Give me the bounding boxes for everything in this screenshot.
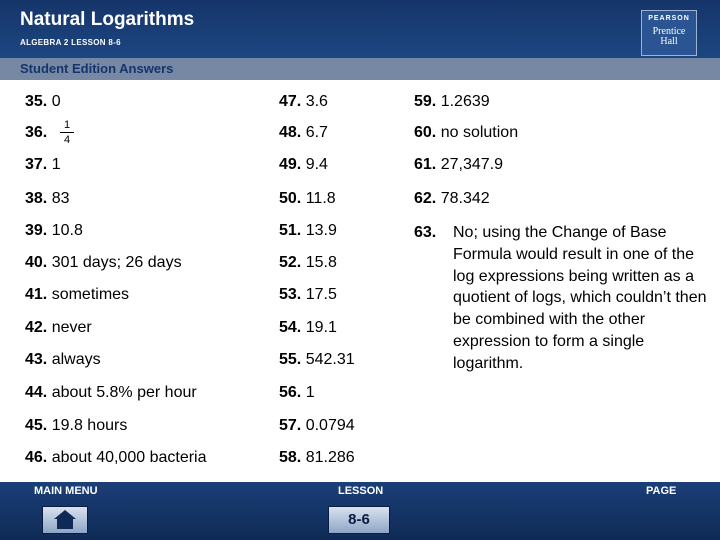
answer-text: about 5.8% per hour xyxy=(51,384,197,401)
answer-number: 38. xyxy=(25,190,48,207)
answer-row xyxy=(279,124,328,142)
header-bar xyxy=(0,0,720,58)
answer-number: 54. xyxy=(279,319,302,336)
answer-number: 35. xyxy=(25,93,48,110)
answer-text: about 40,000 bacteria xyxy=(51,449,207,466)
answer-text: 0.0794 xyxy=(305,417,355,434)
answer-text: 13.9 xyxy=(305,222,337,239)
answer-text: 15.8 xyxy=(305,254,337,271)
answer-row xyxy=(414,93,490,111)
answer-number: 48. xyxy=(279,124,302,141)
answer-text: 3.6 xyxy=(305,93,328,110)
answer-text: 83 xyxy=(51,190,70,207)
answer-row xyxy=(279,254,337,272)
answer-number: 44. xyxy=(25,384,48,401)
answer-row xyxy=(279,384,315,402)
logo-line-hall: Hall xyxy=(660,36,678,47)
answer-text: always xyxy=(51,351,101,368)
main-menu-button[interactable] xyxy=(42,506,88,534)
answer-text: 19.1 xyxy=(305,319,337,336)
answer-row xyxy=(414,190,490,208)
answer-text: 17.5 xyxy=(305,286,337,303)
answer-row xyxy=(279,319,337,337)
answer-row xyxy=(25,286,129,304)
answer-text: 542.31 xyxy=(305,351,355,368)
answer-number: 39. xyxy=(25,222,48,239)
answer-text: 78.342 xyxy=(440,190,490,207)
answer-number: 57. xyxy=(279,417,302,434)
answer-row xyxy=(25,384,197,402)
answer-number: 56. xyxy=(279,384,302,401)
answer-text: 1.2639 xyxy=(440,93,490,110)
lesson-number-button[interactable]: 8-6 xyxy=(328,506,390,534)
answer-number: 41. xyxy=(25,286,48,303)
answer-row xyxy=(279,286,337,304)
answer-row xyxy=(279,190,336,208)
answer-row xyxy=(279,156,328,174)
answer-row xyxy=(414,156,503,174)
answer-number: 42. xyxy=(25,319,48,336)
answer-text: 81.286 xyxy=(305,449,355,466)
fraction xyxy=(60,120,74,146)
answer-number: 60. xyxy=(414,124,437,141)
answer-row xyxy=(279,417,355,435)
answer-number: 51. xyxy=(279,222,302,239)
answer-number: 53. xyxy=(279,286,302,303)
answer-number: 59. xyxy=(414,93,437,110)
answer-number: 62. xyxy=(414,190,437,207)
answer-row xyxy=(25,124,47,142)
section-band xyxy=(0,58,720,80)
answer-text: 1 xyxy=(51,156,61,173)
answer-number: 47. xyxy=(279,93,302,110)
answer-row xyxy=(25,351,101,369)
answer-row xyxy=(25,449,207,467)
answer-text: 27,347.9 xyxy=(440,156,503,173)
fraction-numerator: 1 xyxy=(60,120,74,133)
answer-text: 6.7 xyxy=(305,124,328,141)
answer-row xyxy=(279,351,355,369)
answer-row xyxy=(414,124,518,142)
answer-number: 37. xyxy=(25,156,48,173)
answer-number: 55. xyxy=(279,351,302,368)
answer-text: 0 xyxy=(51,93,61,110)
page-label: PAGE xyxy=(646,485,677,497)
answer-text: no solution xyxy=(440,124,519,141)
main-menu-label: MAIN MENU xyxy=(34,485,98,497)
answer-row xyxy=(25,417,127,435)
home-icon xyxy=(43,507,87,533)
answer-number: 58. xyxy=(279,449,302,466)
answer-text: never xyxy=(51,319,92,336)
logo-brand: PEARSON xyxy=(648,15,690,22)
fraction-denominator: 4 xyxy=(63,134,71,146)
answer-row xyxy=(25,93,61,111)
answer-number: 36. xyxy=(25,124,48,141)
answer-row xyxy=(25,156,61,174)
answer-number: 40. xyxy=(25,254,48,271)
answer-number: 46. xyxy=(25,449,48,466)
answer-number: 43. xyxy=(25,351,48,368)
pearson-logo xyxy=(641,10,697,56)
answer-row xyxy=(25,222,83,240)
lesson-label: LESSON xyxy=(338,485,384,497)
logo-line-prentice: Prentice xyxy=(652,26,686,37)
answer-number: 45. xyxy=(25,417,48,434)
answer-row xyxy=(279,449,355,467)
answer-text: 301 days; 26 days xyxy=(51,254,182,271)
answer-text: No; using the Change of Base Formula would result in one of the log expressions being written as a quotient of logs, which couldn’t then be combined with the other expression to form a single logarithm. xyxy=(453,224,707,372)
answer-text: 10.8 xyxy=(51,222,83,239)
page-title: Natural Logarithms xyxy=(20,9,195,30)
answer-number: 49. xyxy=(279,156,302,173)
answer-number: 52. xyxy=(279,254,302,271)
answer-row xyxy=(25,319,92,337)
answer-text: 9.4 xyxy=(305,156,328,173)
answer-row xyxy=(25,254,182,272)
section-label: Student Edition Answers xyxy=(20,61,174,76)
answer-row xyxy=(279,93,328,111)
answer-row xyxy=(25,190,70,208)
lesson-subtitle: ALGEBRA 2 LESSON 8-6 xyxy=(20,38,121,47)
answer-text: 19.8 hours xyxy=(51,417,128,434)
answer-text: sometimes xyxy=(51,286,130,303)
answer-text: 1 xyxy=(305,384,315,401)
answer-row xyxy=(279,222,337,240)
answer-number: 50. xyxy=(279,190,302,207)
answer-number: 61. xyxy=(414,156,437,173)
answer-number: 63. xyxy=(414,224,437,241)
answer-text: 11.8 xyxy=(305,190,336,207)
